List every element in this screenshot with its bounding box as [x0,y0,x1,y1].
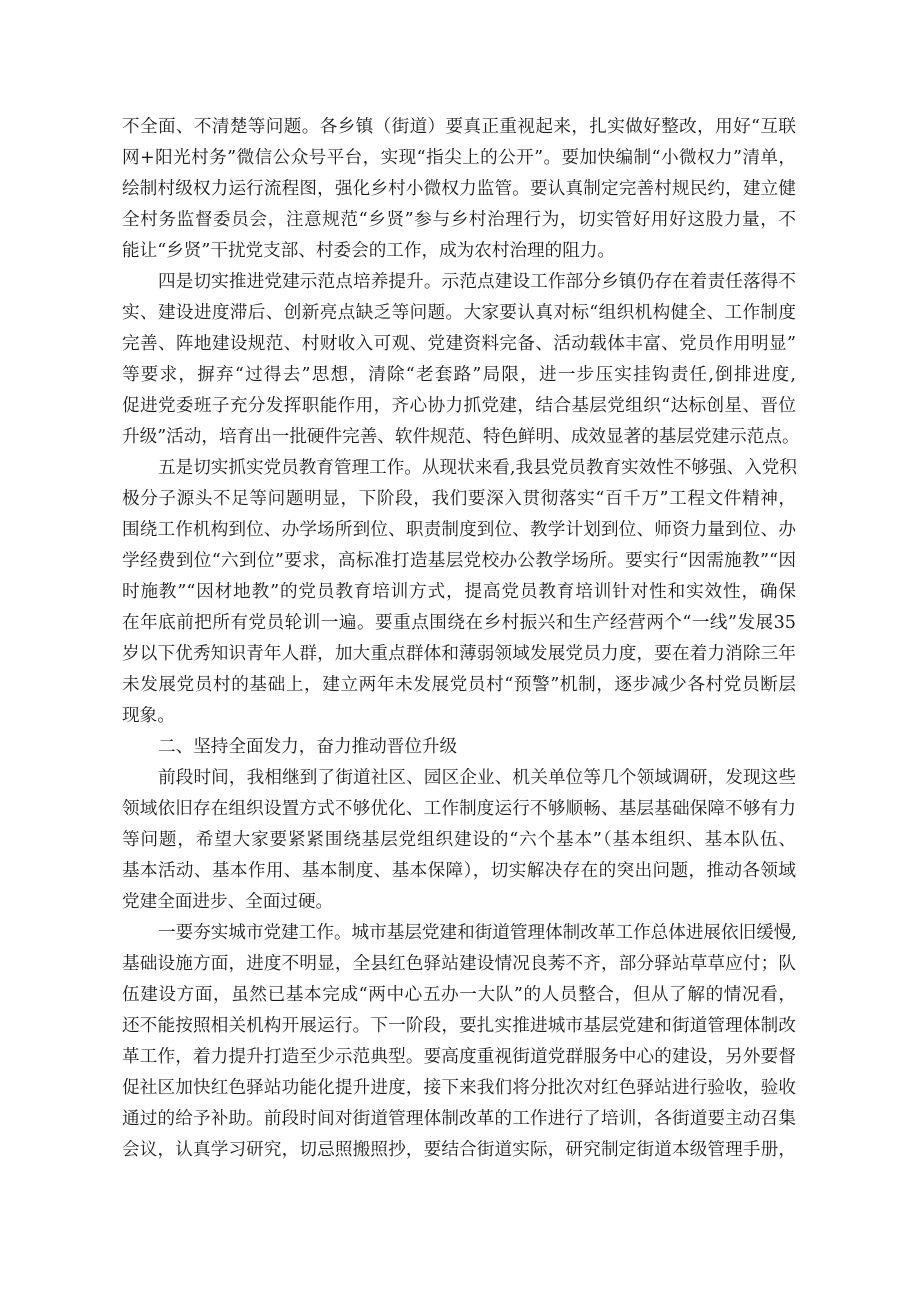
text-line: 革工作，着力提升打造至少示范典型。要高度重视街道党群服务中心的建设，另外要督 [122,1047,796,1067]
text-line: 领域依旧存在组织设置方式不够优化、工作制度运行不够顺畅、基层基础保障不够有力 [122,799,796,819]
text-line: 能让“乡贤”干扰党支部、村委会的工作，成为农村治理的阻力。 [122,241,616,261]
text-line: 不全面、不清楚等问题。各乡镇（街道）要真正重视起来，扎实做好整改，用好“互联 [122,117,796,137]
paragraph [122,763,796,918]
text-line: 等要求，摒弃“过得去”思想，清除“老套路”局限，进一步压实挂钩责任,倒排进度, [122,365,796,385]
text-line: 升级”活动，培育出一批硬件完善、软件规范、特色鲜明、成效显著的基层党建示范点。 [122,427,800,447]
text-line: 会议，认真学习研究，切忌照搬照抄，要结合街道实际，研究制定街道本级管理手册， [122,1140,796,1160]
text-line: 围绕工作机构到位、办学场所到位、职责制度到位、教学计划到位、师资力量到位、办 [122,520,796,540]
paragraph [122,918,796,1166]
text-line: 基础设施方面，进度不明显，全县红色驿站建设情况良莠不齐，部分驿站草草应付；队 [122,954,796,974]
text-line: 党建全面进步、全面过硬。 [122,892,334,912]
text-line: 一要夯实城市党建工作。城市基层党建和街道管理体制改革工作总体进展依旧缓慢, [158,923,797,943]
text-line: 时施教”“因材地教”的党员教育培训方式，提高党员教育培训针对性和实效性，确保 [122,582,796,602]
text-line: 促社区加快红色驿站功能化提升进度，接下来我们将分批次对红色驿站进行验收，验收 [122,1078,796,1098]
text-line: 实、建设进度滞后、创新亮点缺乏等问题。大家要认真对标“组织机构健全、工作制度 [122,303,796,323]
text-line: 基本活动、基本作用、基本制度、基本保障），切实解决存在的突出问题，推动各领域 [122,861,796,881]
text-line: 极分子源头不足等问题明显，下阶段，我们要深入贯彻落实“百千万”工程文件精神， [122,489,796,509]
text-line: 二、坚持全面发力，奋力推动晋位升级 [158,737,458,757]
text-line: 绘制村级权力运行流程图，强化乡村小微权力监管。要认真制定完善村规民约，建立健 [122,179,796,199]
text-line: 未发展党员村的基础上，建立两年未发展党员村“预警”机制，逐步减少各村党员断层 [122,675,796,695]
document-body [122,112,800,1166]
text-line: 通过的给予补助。前段时间对街道管理体制改革的工作进行了培训，各街道要主动召集 [122,1109,796,1129]
text-line: 五是切实抓实党员教育管理工作。从现状来看,我县党员教育实效性不够强、入党积 [158,458,797,478]
text-line: 学经费到位“六到位”要求，高标准打造基层党校办公教学场所。要实行“因需施教”“因 [122,551,796,571]
paragraph [122,112,796,267]
text-line: 在年底前把所有党员轮训一遍。要重点围绕在乡村振兴和生产经营两个“一线”发展35 [122,613,796,633]
section-heading [122,732,796,763]
text-line: 完善、阵地建设规范、村财收入可观、党建资料完备、活动载体丰富、党员作用明显” [122,334,796,354]
text-line: 四是切实推进党建示范点培养提升。示范点建设工作部分乡镇仍存在着责任落得不 [158,272,796,292]
text-line: 还不能按照相关机构开展运行。下一阶段，要扎实推进城市基层党建和街道管理体制改 [122,1016,796,1036]
text-line: 伍建设方面，虽然已基本完成“两中心五办一大队”的人员整合，但从了解的情况看， [122,985,796,1005]
text-line: 网+阳光村务”微信公众号平台，实现“指尖上的公开”。要加快编制“小微权力”清单， [122,148,796,168]
text-line: 全村务监督委员会，注意规范“乡贤”参与乡村治理行为，切实管好用好这股力量，不 [122,210,796,230]
text-line: 现象。 [122,706,175,726]
paragraph [122,267,800,453]
text-line: 前段时间，我相继到了街道社区、园区企业、机关单位等几个领域调研，发现这些 [158,768,796,788]
text-line: 等问题，希望大家要紧紧围绕基层党组织建设的“六个基本”（基本组织、基本队伍、 [122,830,796,850]
paragraph [122,453,796,732]
text-line: 岁以下优秀知识青年人群，加大重点群体和薄弱领域发展党员力度，要在着力消除三年 [122,644,796,664]
text-line: 促进党委班子充分发挥职能作用，齐心协力抓党建，结合基层党组织“达标创星、晋位 [122,396,796,416]
